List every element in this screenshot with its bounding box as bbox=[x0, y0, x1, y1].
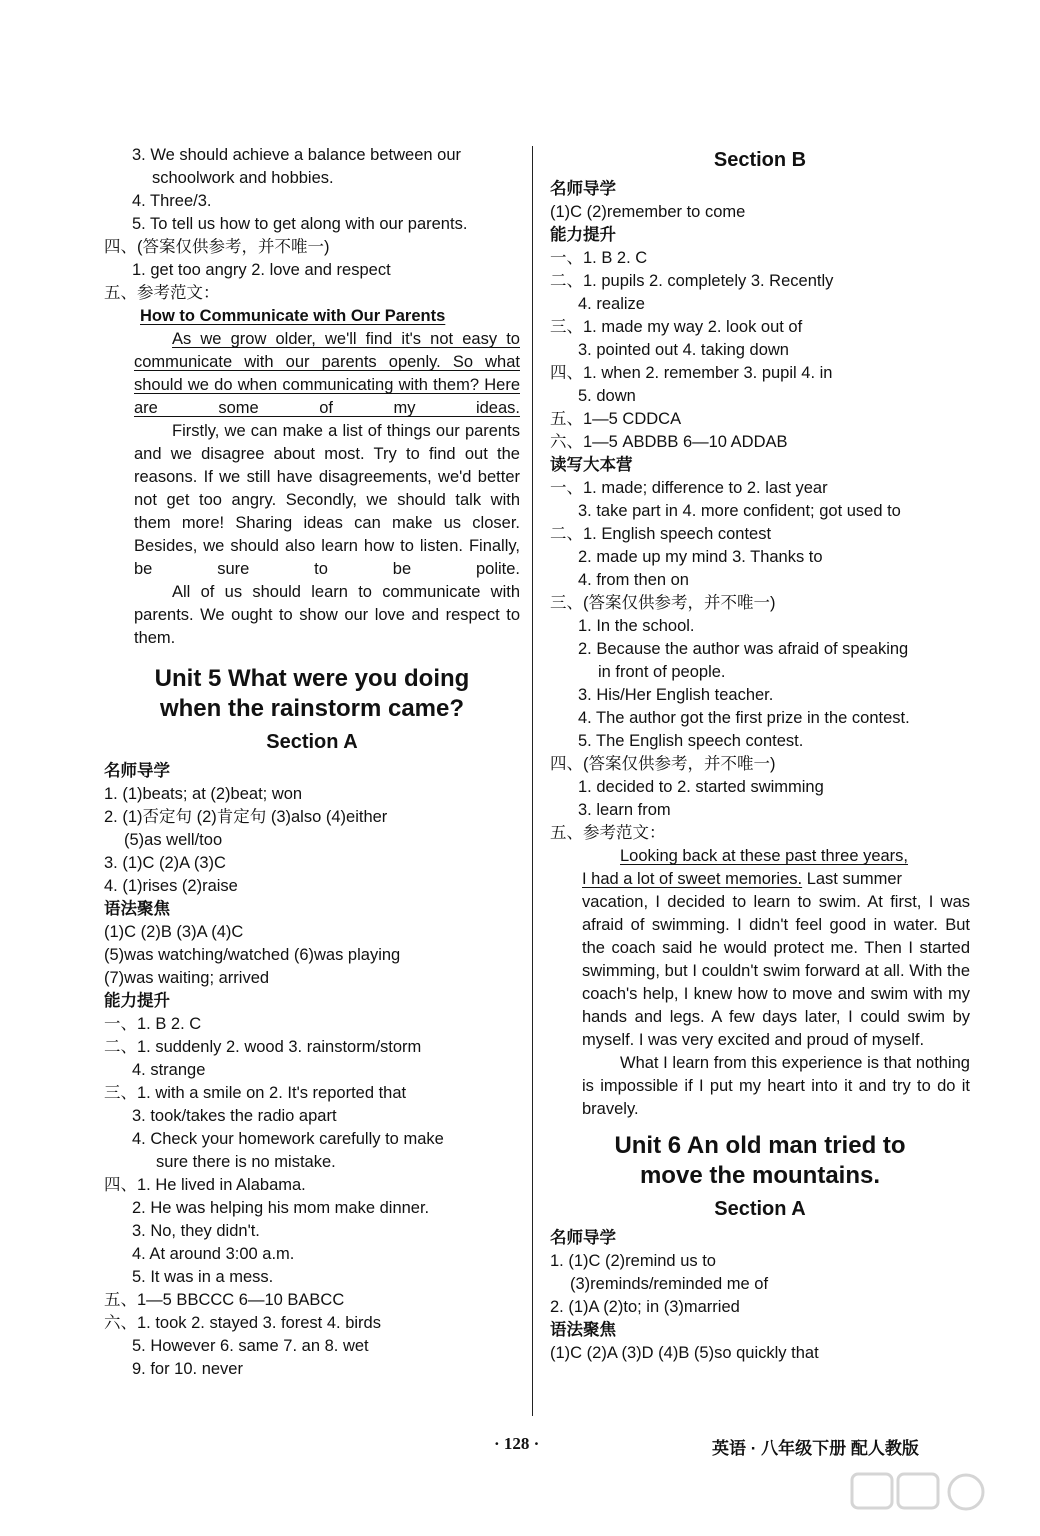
essay-opening: Looking back at these past three years, bbox=[620, 847, 909, 865]
answer-line: 二、1. English speech contest bbox=[550, 525, 772, 543]
essay-opening: I had a lot of sweet memories. bbox=[582, 870, 803, 888]
answer-line: 五、1—5 BBCCC 6—10 BABCC bbox=[104, 1291, 345, 1309]
watermark-logo bbox=[848, 1470, 1038, 1536]
answer-line: 四、1. when 2. remember 3. pupil 4. in bbox=[550, 364, 833, 382]
answer-line: 4. Three/3. bbox=[132, 192, 212, 210]
column-divider bbox=[532, 146, 533, 1416]
answer-line: 4. At around 3:00 a.m. bbox=[132, 1245, 295, 1263]
answer-line: 1. (1)beats; at (2)beat; won bbox=[104, 785, 303, 803]
answer-line: 一、1. B 2. C bbox=[104, 1015, 202, 1033]
question-heading: 四、(答案仅供参考，并不唯一) bbox=[550, 755, 776, 773]
essay-text: vacation, I decided to learn to swim. At first, I was afraid of swimming. I didn't feel good in water. But the coach said he would protect me. Then I started swimming, but I couldn't swim forward at all. With the coach's help, I knew how to move and swim with my hands and legs. A few days later, I could swim by myself. I was very excited and proud of myself. bbox=[582, 893, 970, 1049]
answer-line: (3)reminds/reminded me of bbox=[570, 1275, 769, 1293]
answer-line: (1)C (2)remember to come bbox=[550, 203, 746, 221]
answer-line: 3. His/Her English teacher. bbox=[578, 686, 774, 704]
answer-line: 3. We should achieve a balance between our bbox=[132, 146, 462, 164]
answer-line: (1)C (2)B (3)A (4)C bbox=[104, 923, 244, 941]
section-title: Section A bbox=[266, 731, 358, 753]
essay-text: Last summer bbox=[802, 870, 903, 888]
answer-line: 二、1. suddenly 2. wood 3. rainstorm/storm bbox=[104, 1038, 422, 1056]
answer-line: in front of people. bbox=[598, 663, 726, 681]
essay-opening: As we grow older, we'll find it's not easy to communicate with our parents openly. So what should we do when communicating with them? Here are some of my ideas. bbox=[134, 330, 520, 417]
essay-paragraph: Firstly, we can make a list of things our parents and we disagree about most. Try to find out the reasons. If we still have disagreements, we'd better not get too angry. Secondly, we should talk with them more! Sharing ideas can make us closer. Besides, we should also learn how to listen. Finally, be sure to be polite. bbox=[134, 422, 520, 578]
answer-line: 六、1—5 ABDBB 6—10 ADDAB bbox=[550, 433, 788, 451]
answer-line: 4. (1)rises (2)raise bbox=[104, 877, 238, 895]
answer-line: 2. (1)否定句 (2)肯定句 (3)also (4)either bbox=[104, 808, 388, 826]
question-heading: 五、参考范文： bbox=[550, 824, 666, 842]
answer-line: 一、1. made; difference to 2. last year bbox=[550, 479, 828, 497]
right-column bbox=[550, 144, 970, 1365]
answer-line: 2. Because the author was afraid of speaking bbox=[578, 640, 909, 658]
answer-line: 六、1. took 2. stayed 3. forest 4. birds bbox=[104, 1314, 381, 1332]
section-title: Section B bbox=[713, 149, 807, 171]
subsection-heading: 名师导学 bbox=[104, 762, 170, 780]
answer-line: 2. (1)A (2)to; in (3)married bbox=[550, 1298, 740, 1316]
answer-line: (1)C (2)A (3)D (4)B (5)so quickly that bbox=[550, 1344, 819, 1362]
answer-line: 一、1. B 2. C bbox=[550, 249, 648, 267]
question-heading: 五、参考范文： bbox=[104, 284, 220, 302]
book-label: 英语 · 八年级下册 配人教版 bbox=[712, 1439, 919, 1458]
answer-line: 5. To tell us how to get along with our parents. bbox=[132, 215, 468, 233]
answer-line: 2. He was helping his mom make dinner. bbox=[132, 1199, 430, 1217]
answer-line: (7)was waiting; arrived bbox=[104, 969, 270, 987]
answer-line: 5. However 6. same 7. an 8. wet bbox=[132, 1337, 369, 1355]
answer-line: 1. (1)C (2)remind us to bbox=[550, 1252, 716, 1270]
answer-line: 2. made up my mind 3. Thanks to bbox=[578, 548, 823, 566]
answer-line: 4. The author got the first prize in the contest. bbox=[578, 709, 910, 727]
answer-line: 1. get too angry 2. love and respect bbox=[132, 261, 391, 279]
subsection-heading: 语法聚焦 bbox=[550, 1321, 616, 1339]
answer-line: 1. In the school. bbox=[578, 617, 695, 635]
answer-line: 9. for 10. never bbox=[132, 1360, 243, 1378]
subsection-heading: 名师导学 bbox=[550, 1229, 616, 1247]
essay-paragraph: What I learn from this experience is that nothing is impossible if I put my heart into it and try to do it bravely. bbox=[582, 1054, 970, 1118]
answer-line: (5)was watching/watched (6)was playing bbox=[104, 946, 401, 964]
answer-line: 3. No, they didn't. bbox=[132, 1222, 260, 1240]
answer-line: 5. The English speech contest. bbox=[578, 732, 804, 750]
unit-title: Unit 6 An old man tried to move the mountains. bbox=[614, 1132, 906, 1189]
answer-line: 五、1—5 CDDCA bbox=[550, 410, 682, 428]
section-title: Section A bbox=[714, 1198, 806, 1220]
answer-line: 4. Check your homework carefully to make bbox=[132, 1130, 444, 1148]
unit-title: Unit 5 What were you doing when the rainstorm came? bbox=[154, 665, 470, 722]
answer-line: 3. took/takes the radio apart bbox=[132, 1107, 337, 1125]
answer-line: 二、1. pupils 2. completely 3. Recently bbox=[550, 272, 834, 290]
answer-line: 3. pointed out 4. taking down bbox=[578, 341, 789, 359]
question-heading: 四、(答案仅供参考，并不唯一) bbox=[104, 238, 330, 256]
subsection-heading: 名师导学 bbox=[550, 180, 616, 198]
answer-line: 三、1. made my way 2. look out of bbox=[550, 318, 803, 336]
answer-line: 4. from then on bbox=[578, 571, 689, 589]
answer-line: 3. (1)C (2)A (3)C bbox=[104, 854, 226, 872]
answer-line: 5. It was in a mess. bbox=[132, 1268, 274, 1286]
left-column bbox=[104, 144, 520, 1381]
answer-line: 四、1. He lived in Alabama. bbox=[104, 1176, 306, 1194]
subsection-heading: 读写大本营 bbox=[550, 456, 633, 474]
answer-line: 4. realize bbox=[578, 295, 645, 313]
subsection-heading: 能力提升 bbox=[550, 226, 616, 244]
essay-title: How to Communicate with Our Parents bbox=[140, 307, 446, 325]
answer-line: 1. decided to 2. started swimming bbox=[578, 778, 824, 796]
subsection-heading: 能力提升 bbox=[104, 992, 170, 1010]
answer-line: 3. take part in 4. more confident; got used to bbox=[578, 502, 901, 520]
answer-line: sure there is no mistake. bbox=[156, 1153, 336, 1171]
essay-paragraph bbox=[104, 328, 520, 420]
essay-paragraph bbox=[550, 845, 970, 1121]
subsection-heading: 语法聚焦 bbox=[104, 900, 170, 918]
essay-paragraph: All of us should learn to communicate with parents. We ought to show our love and respect to them. bbox=[134, 583, 520, 647]
answer-line: (5)as well/too bbox=[124, 831, 223, 849]
answer-line: schoolwork and hobbies. bbox=[152, 169, 334, 187]
page-number: · 128 · bbox=[494, 1434, 540, 1453]
answer-line: 3. learn from bbox=[578, 801, 671, 819]
question-heading: 三、(答案仅供参考，并不唯一) bbox=[550, 594, 776, 612]
answer-line: 5. down bbox=[578, 387, 636, 405]
answer-line: 三、1. with a smile on 2. It's reported that bbox=[104, 1084, 407, 1102]
answer-line: 4. strange bbox=[132, 1061, 206, 1079]
